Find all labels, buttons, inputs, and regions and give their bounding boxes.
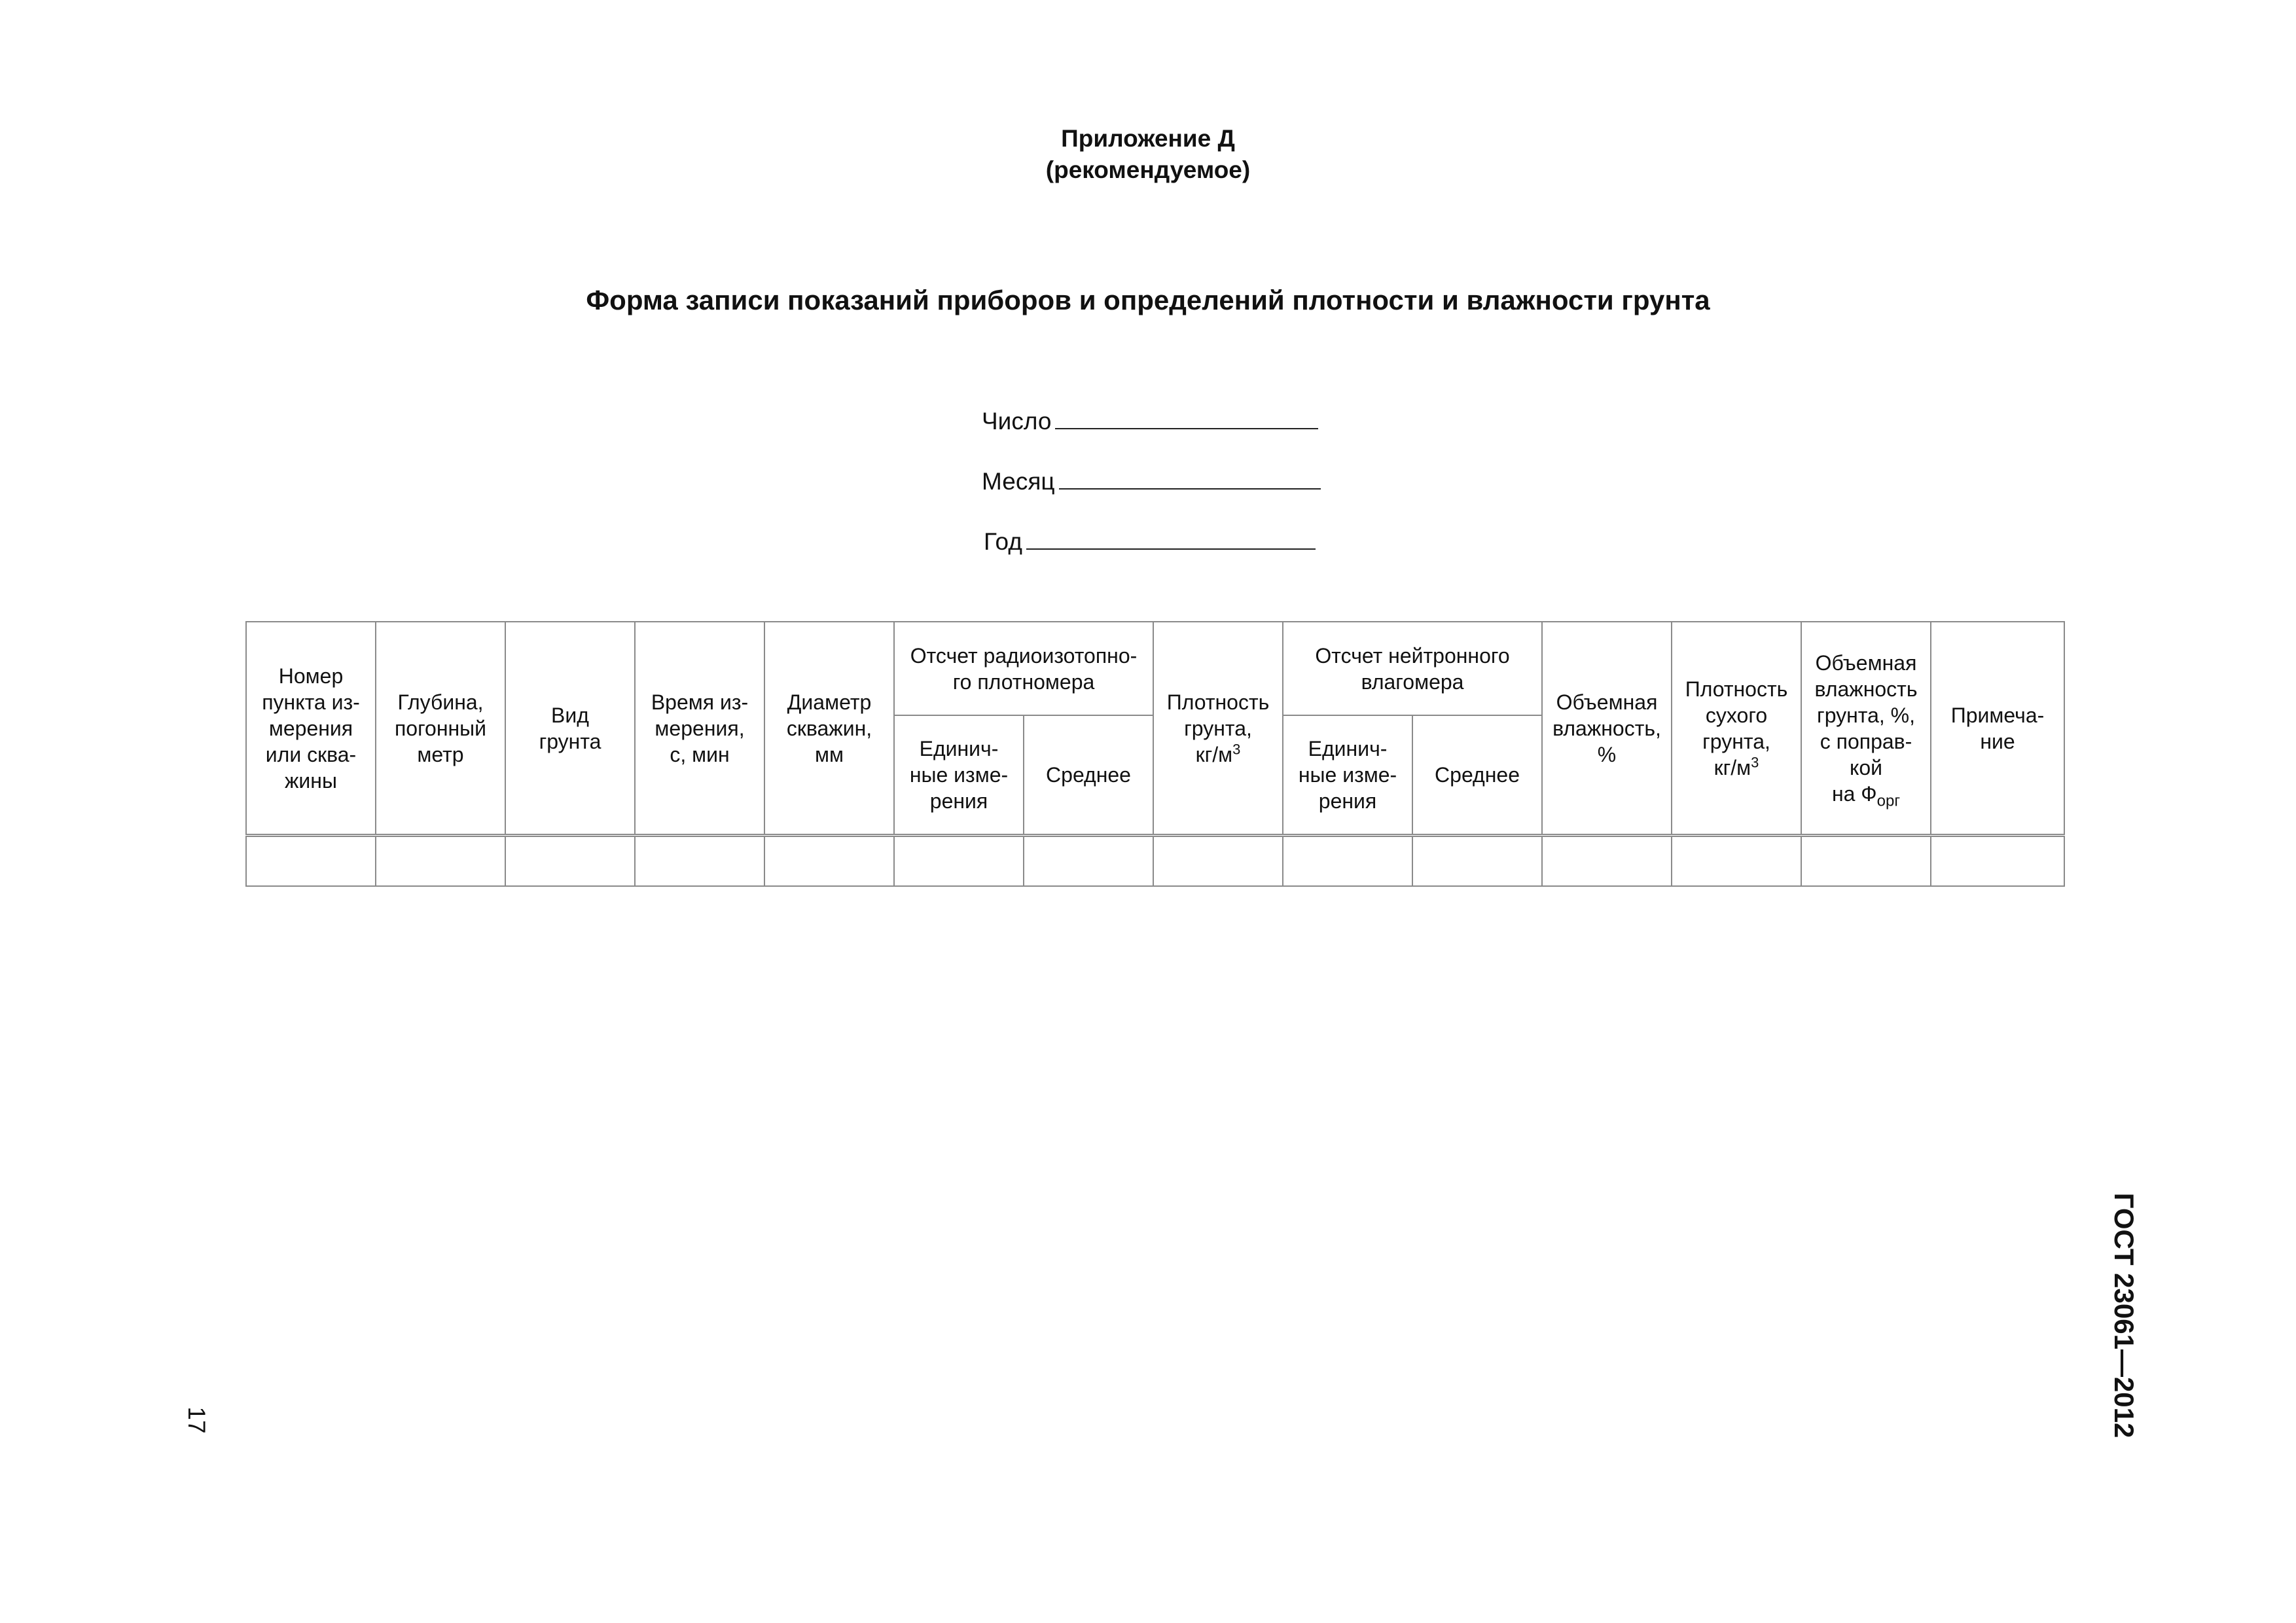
month-field[interactable] <box>982 465 1321 496</box>
header-neutron-group: Отсчет нейтронного влагомера <box>1283 622 1542 715</box>
gost-side-label <box>2098 1185 2150 1446</box>
header-neutron-single: Единич- ные изме- рения <box>1283 715 1412 836</box>
header-dry-density: Плотность сухого грунта, $кг/м^3$ <box>1672 622 1801 836</box>
table-cell[interactable] <box>764 836 894 887</box>
table-cell[interactable] <box>1153 836 1283 887</box>
page-number <box>177 1400 216 1440</box>
header-soil-density: Плотность грунта, $кг/м^3$ <box>1153 622 1283 836</box>
gost-designation: ГОСТ 23061—2012 <box>2109 1192 2140 1438</box>
table-cell[interactable] <box>246 836 376 887</box>
header-volumetric-moisture: Объемная влажность, % <box>1542 622 1672 836</box>
day-blank-line[interactable] <box>1055 404 1318 429</box>
table-cell[interactable] <box>1412 836 1542 887</box>
appendix-heading <box>0 123 2296 186</box>
day-field[interactable] <box>982 404 1318 436</box>
month-label: Месяц <box>982 468 1055 495</box>
measurement-form-table <box>245 621 2065 887</box>
header-neutron-average: Среднее <box>1412 715 1542 836</box>
table-cell[interactable] <box>894 836 1024 887</box>
year-label: Год <box>984 528 1022 555</box>
appendix-title: Приложение Д <box>1061 125 1235 152</box>
day-label: Число <box>982 408 1052 435</box>
table-cell[interactable] <box>1672 836 1801 887</box>
table-cell[interactable] <box>1542 836 1672 887</box>
table-row <box>246 836 2064 887</box>
header-corrected-moisture: Объемная влажность грунта, %, с поправ- кой на $Ф_{орг}$ <box>1801 622 1931 836</box>
header-radio-average: Среднее <box>1024 715 1153 836</box>
header-radio-single: Единич- ные изме- рения <box>894 715 1024 836</box>
header-borehole-diameter: Диаметр скважин, мм <box>764 622 894 836</box>
table-cell[interactable] <box>1024 836 1153 887</box>
month-blank-line[interactable] <box>1059 465 1321 490</box>
year-field[interactable] <box>984 525 1316 556</box>
header-note: Примеча- ние <box>1931 622 2064 836</box>
header-measurement-time: Время из- мерения, с, мин <box>635 622 764 836</box>
header-point-number: Номер пункта из- мерения или сква- жины <box>246 622 376 836</box>
header-radioisotope-group: Отсчет радиоизотопно- го плотномера <box>894 622 1153 715</box>
table-cell[interactable] <box>1931 836 2064 887</box>
page-number-text: 17 <box>183 1406 210 1434</box>
form-title: Форма записи показаний приборов и определений плотности и влажности грунта <box>586 285 1710 315</box>
appendix-status: (рекомендуемое) <box>1045 156 1251 183</box>
header-depth: Глубина, погонный метр <box>376 622 505 836</box>
table-cell[interactable] <box>1801 836 1931 887</box>
table-cell[interactable] <box>376 836 505 887</box>
year-blank-line[interactable] <box>1026 525 1316 550</box>
table-cell[interactable] <box>1283 836 1412 887</box>
header-soil-type: Вид грунта <box>505 622 635 836</box>
table-cell[interactable] <box>635 836 764 887</box>
table-cell[interactable] <box>505 836 635 887</box>
